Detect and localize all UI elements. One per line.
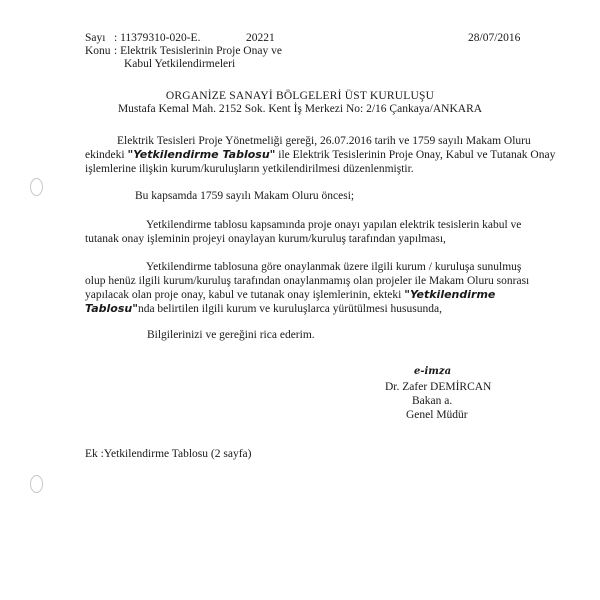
paragraph-1-line-1: Elektrik Tesisleri Proje Yönetmeliği gereği, 26.07.2016 tarih ve 1759 sayılı Makam Oluru — [117, 135, 531, 147]
closing-sentence: Bilgilerinizi ve gereğini rica ederim. — [147, 329, 315, 341]
sayi-extra: 20221 — [246, 32, 275, 44]
p1-line-2-post: ile Elektrik Tesislerinin Proje Onay, Kabul ve Tutanak Onay — [275, 149, 556, 161]
attachment-note: Ek :Yetkilendirme Tablosu (2 sayfa) — [85, 448, 252, 460]
yetkilendirme-tablosu-emphasis: "Yetkilendirme Tablosu" — [127, 148, 276, 161]
paragraph-4-line-2: olup henüz ilgili kurum/kuruluş tarafından onaylanmamış olan projeler ile Makam Oluru sonrası — [85, 275, 530, 287]
paragraph-4-line-4 — [85, 302, 442, 316]
tablosu-emphasis: Tablosu" — [85, 302, 138, 315]
punch-hole-top — [30, 178, 43, 196]
sayi-value: : 11379310-020-E. — [114, 32, 201, 44]
punch-hole-bottom — [30, 475, 43, 493]
paragraph-2: Bu kapsamda 1759 sayılı Makam Oluru öncesi; — [135, 190, 355, 202]
signatory-title: Genel Müdür — [406, 409, 468, 421]
yetkilendirme-emphasis: "Yetkilendirme — [404, 288, 496, 301]
recipient-address: Mustafa Kemal Mah. 2152 Sok. Kent İş Merkezi No: 2/16 Çankaya/ANKARA — [117, 103, 483, 115]
sayi-label: Sayı — [85, 32, 106, 44]
konu-label: Konu — [85, 45, 111, 57]
p4-line-3-pre: yapılacak olan proje onay, kabul ve tutanak onay işlemlerinin, ekteki — [85, 289, 405, 301]
paragraph-1-line-2 — [85, 148, 555, 162]
paragraph-1-line-3: işlemlerine ilişkin kurum/kuruluşların yetkilendirilmesi düzenlenmiştir. — [85, 163, 414, 175]
konu-line-1: : Elektrik Tesislerinin Proje Onay ve — [114, 45, 282, 57]
konu-line-2: Kabul Yetkilendirmeleri — [124, 58, 236, 70]
document-date: 28/07/2016 — [468, 32, 521, 44]
signatory-on-behalf: Bakan a. — [412, 395, 453, 407]
p1-line-2-pre: ekindeki — [85, 149, 128, 161]
e-imza-mark: e-imza — [414, 366, 452, 377]
recipient-name: ORGANİZE SANAYİ BÖLGELERİ ÜST KURULUŞU — [165, 90, 435, 102]
paragraph-3-line-1: Yetkilendirme tablosu kapsamında proje onayı yapılan elektrik tesislerin kabul ve — [146, 219, 522, 231]
paragraph-3-line-2: tutanak onay işleminin projeyi onaylayan kurum/kuruluş tarafından yapılması, — [85, 233, 446, 245]
signatory-name: Dr. Zafer DEMİRCAN — [385, 381, 492, 393]
paragraph-4-line-3 — [85, 288, 495, 302]
paragraph-4-line-1: Yetkilendirme tablosuna göre onaylanmak üzere ilgili kurum / kuruluşa sunulmuş — [146, 261, 522, 273]
p4-line-4-post: nda belirtilen ilgili kurum ve kuruluşlarca yürütülmesi hususunda, — [137, 303, 442, 315]
